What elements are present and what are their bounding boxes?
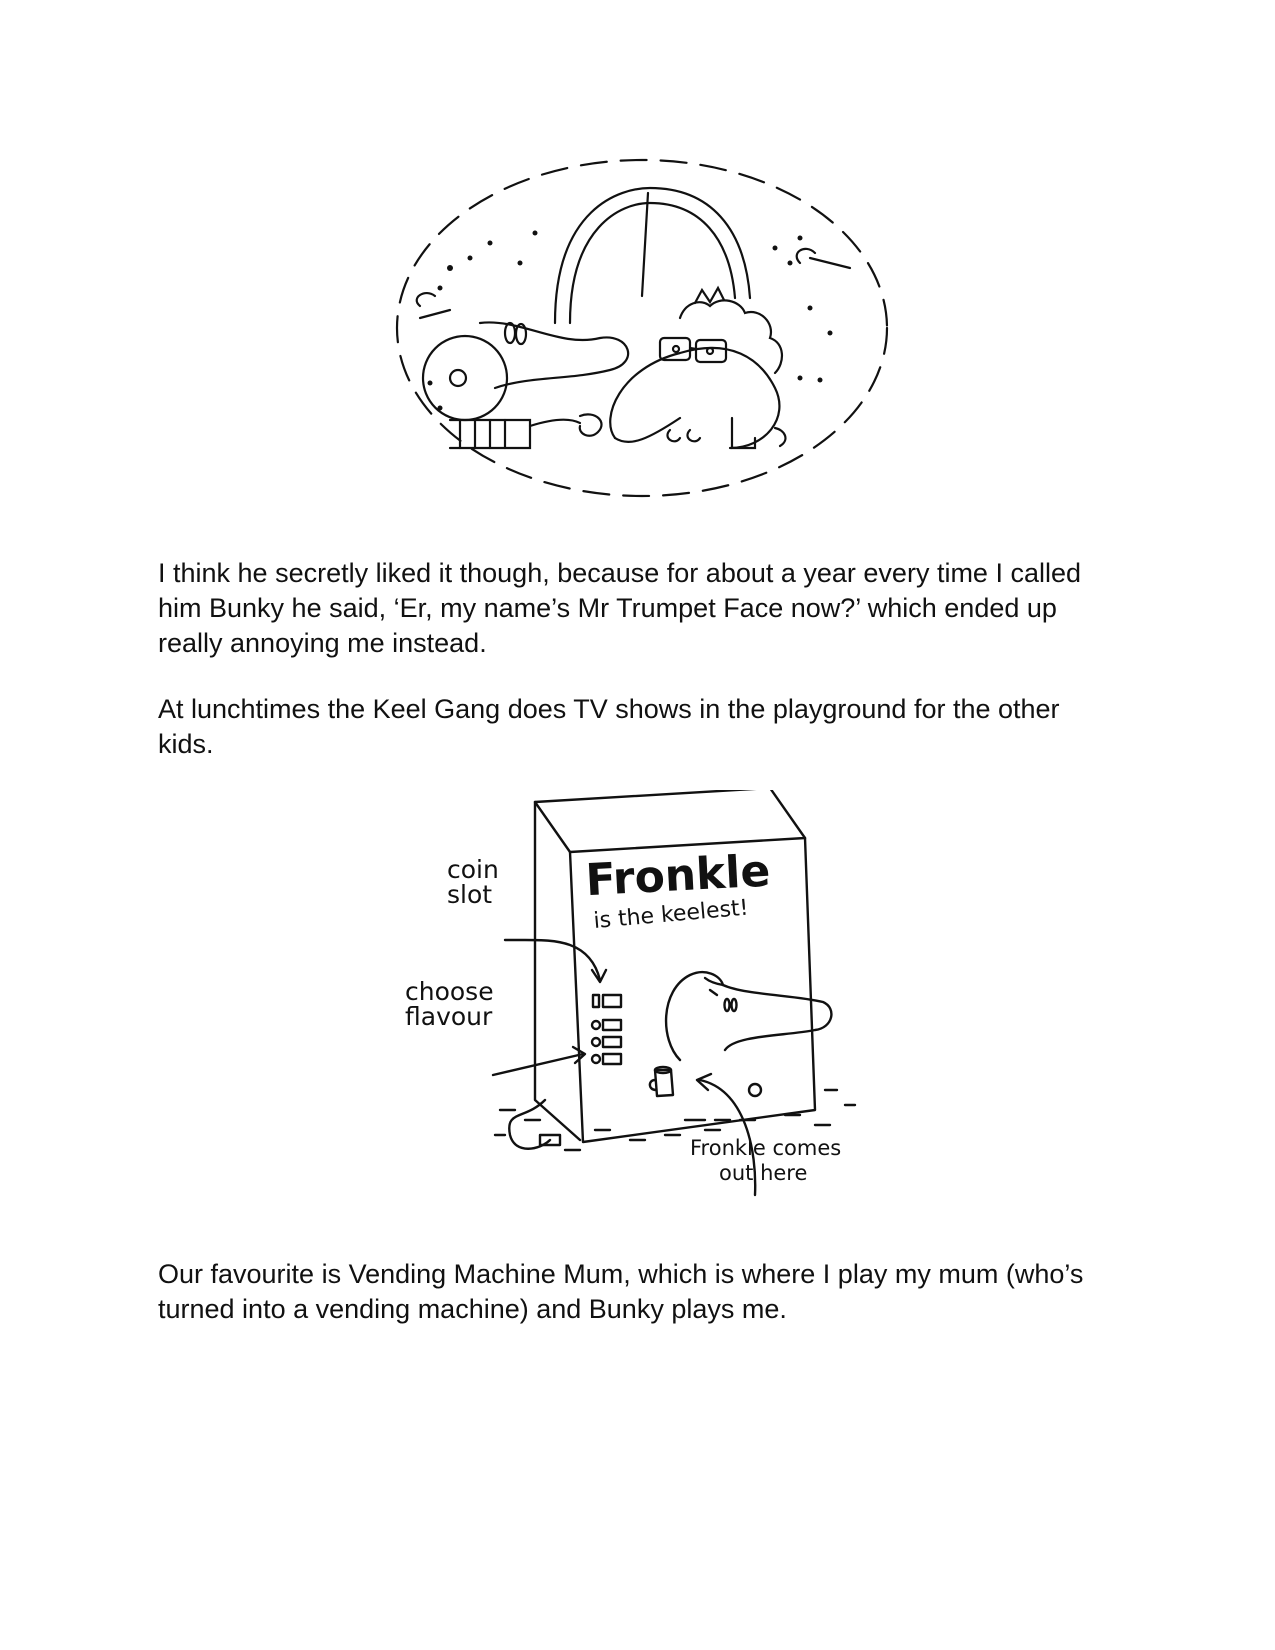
thought-bubble-illustration — [380, 148, 910, 523]
brand-logo-text: Fronkle — [584, 845, 772, 907]
paragraph-bunky-name: I think he secretly liked it though, because for about a year every time I called him Bunky he said, ‘Er, my name’s Mr Trumpet Face now?’ which ended up really annoying me instead. — [158, 558, 1081, 658]
label-choose: choose — [405, 977, 494, 1006]
vending-machine-illustration — [405, 790, 875, 1230]
label-flavour: flavour — [405, 1002, 493, 1031]
brand-tagline-text: is the keelest! — [592, 895, 750, 934]
paragraph-vending-machine-mum: Our favourite is Vending Machine Mum, which is where I play my mum (who’s turned into a vending machine) and Bunky plays me. — [158, 1259, 1084, 1324]
label-out-here: out here — [719, 1161, 808, 1185]
label-slot: slot — [447, 880, 493, 909]
label-fronkle-comes: Fronkle comes — [690, 1136, 842, 1160]
paragraph-lunchtime-shows: At lunchtimes the Keel Gang does TV shows in the playground for the other kids. — [158, 694, 1060, 759]
label-coin: coin — [447, 855, 499, 884]
